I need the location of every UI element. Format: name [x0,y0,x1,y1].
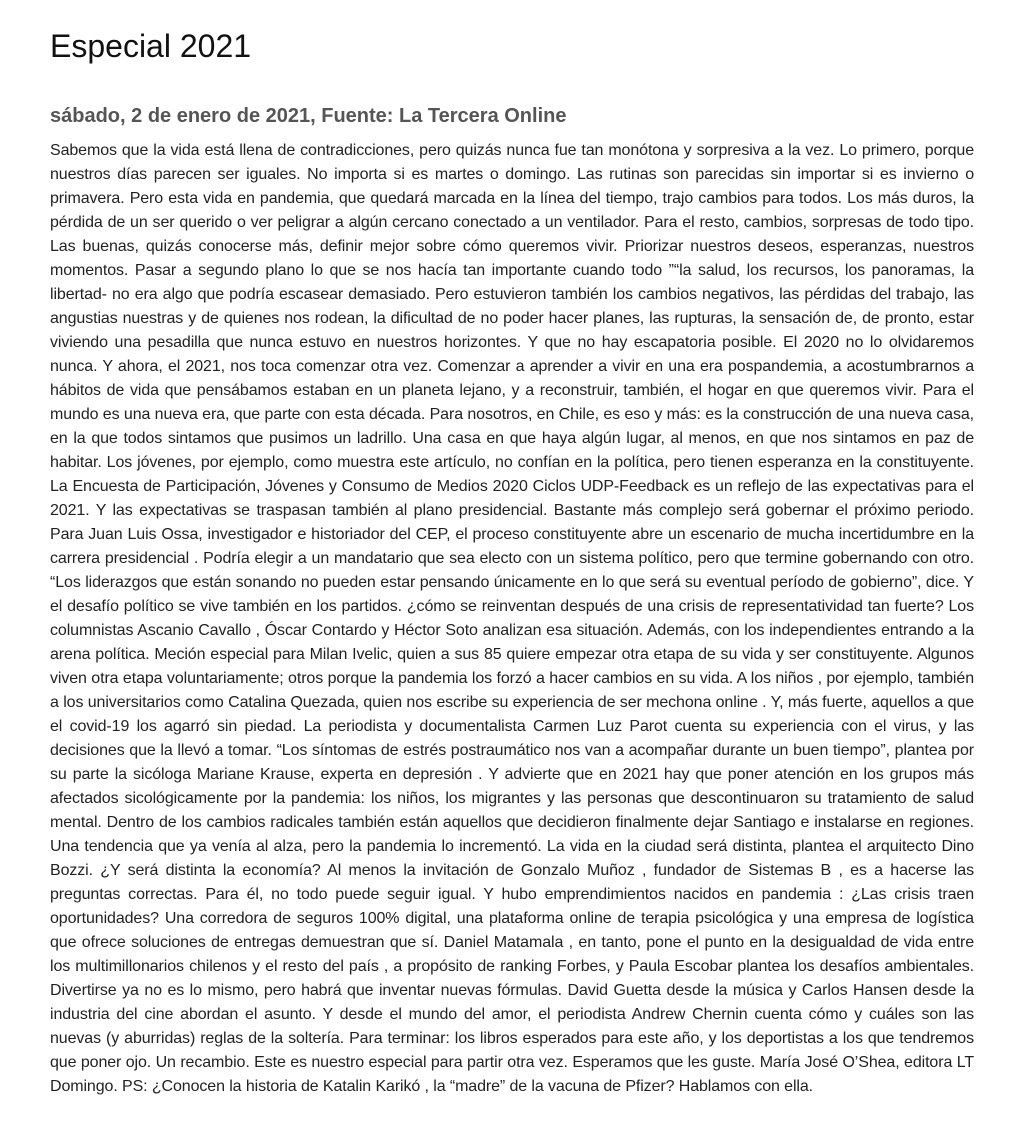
article-body: Sabemos que la vida está llena de contradicciones, pero quizás nunca fue tan monótona y sorpresiva a la vez. Lo primero, porque nuestros días parecen ser iguales. No importa si es martes o domingo. Las rutinas son parecidas sin importar si es invierno o primavera. Pero esta vida en pandemia, que quedará marcada en la línea del tiempo, trajo cambios para todos. Los más duros, la pérdida de un ser querido o ver peligrar a algún cercano conectado a un ventilador. Para el resto, cambios, sorpresas de todo tipo. Las buenas, quizás conocerse más, definir mejor sobre cómo queremos vivir. Priorizar nuestros deseos, esperanzas, nuestros momentos. Pasar a segundo plano lo que se nos hacía tan importante cuando todo ”“la salud, los recursos, los panoramas, la libertad- no era algo que podría escasear demasiado. Pero estuvieron también los cambios negativos, las pérdidas del trabajo, las angustias nuestras y de quienes nos rodean, la dificultad de no poder hacer planes, las rupturas, la sensación de, de pronto, estar viviendo una pesadilla que nunca estuvo en nuestros horizontes. Y que no hay escapatoria posible. El 2020 no lo olvidaremos nunca. Y ahora, el 2021, nos toca comenzar otra vez. Comenzar a aprender a vivir en una era pospandemia, a acostumbrarnos a hábitos de vida que pensábamos estaban en un planeta lejano, y a reconstruir, también, el hogar en que queremos vivir. Para el mundo es una nueva era, que parte con esta década. Para nosotros, en Chile, es eso y más: es la construcción de una nueva casa, en la que todos sintamos que pusimos un ladrillo. Una casa en que haya algún lugar, al menos, en que nos sintamos en paz de habitar. Los jóvenes, por ejemplo, como muestra este artículo, no confían en la política, pero tienen esperanza en la constituyente. La Encuesta de Participación, Jóvenes y Consumo de Medios 2020 Ciclos UDP-Feedback es un reflejo de las expectativas para el 2021. Y las expectativas se traspasan también al plano presidencial. Bastante más complejo será gobernar el próximo periodo. Para Juan Luis Ossa, investigador e historiador del CEP, el proceso constituyente abre un escenario de mucha incertidumbre en la carrera presidencial . Podría elegir a un mandatario que sea electo con un sistema político, pero que termine gobernando con otro. “Los liderazgos que están sonando no pueden estar pensando únicamente en lo que será su eventual período de gobierno”, dice. Y el desafío político se vive también en los partidos. ¿cómo se reinventan después de una crisis de representatividad tan fuerte? Los columnistas Ascanio Cavallo , Óscar Contardo y Héctor Soto analizan esa situación. Además, con los independientes entrando a la arena política. Meción especial para Milan Ivelic, quien a sus 85 quiere empezar otra etapa de su vida y ser constituyente. Algunos viven otra etapa voluntariamente; otros porque la pandemia los forzó a hacer cambios en su vida. A los niños , por ejemplo, también a los universitarios como Catalina Quezada, quien nos escribe su experiencia de ser mechona online . Y, más fuerte, aquellos a que el covid-19 los agarró sin piedad. La periodista y documentalista Carmen Luz Parot cuenta su experiencia con el virus, y las decisiones que la llevó a tomar. “Los síntomas de estrés postraumático nos van a acompañar durante un buen tiempo”, plantea por su parte la sicóloga Mariane Krause, experta en depresión . Y advierte que en 2021 hay que poner atención en los grupos más afectados sicológicamente por la pandemia: los niños, los migrantes y las personas que descontinuaron su tratamiento de salud mental. Dentro de los cambios radicales también están aquellos que decidieron finalmente dejar Santiago e instalarse en regiones. Una tendencia que ya venía al alza, pero la pandemia lo incrementó. La vida en la ciudad será distinta, plantea el arquitecto Dino Bozzi. ¿Y será distinta la economía? Al menos la invitación de Gonzalo Muñoz , fundador de Sistemas B , es a hacerse las preguntas correctas. Para él, no todo puede seguir igual. Y hubo emprendimientos nacidos en pandemia : ¿Las crisis traen oportunidades? Una corredora de seguros 100% digital, una plataforma online de terapia psicológica y una empresa de logística que ofrece soluciones de entregas demuestran que sí. Daniel Matamala , en tanto, pone el punto en la desigualdad de vida entre los multimillonarios chilenos y el resto del país , a propósito de ranking Forbes, y Paula Escobar plantea los desafíos ambientales. Divertirse ya no es lo mismo, pero habrá que inventar nuevas fórmulas. David Guetta desde la música y Carlos Hansen desde la industria del cine abordan el asunto. Y desde el mundo del amor, el periodista Andrew Chernin cuenta cómo y cuáles son las nuevas (y aburridas) reglas de la soltería. Para terminar: los libros esperados para este año, y los deportistas a los que tendremos que poner ojo. Un recambio. Este es nuestro especial para partir otra vez. Esperamos que les guste. María José O’Shea, editora LT Domingo. PS: ¿Conocen la historia de Katalin Karikó , la “madre” de la vacuna de Pfizer? Hablamos con ella. [50,142,974,1095]
article-title: Especial 2021 [50,28,252,64]
article-dateline: sábado, 2 de enero de 2021, Fuente: La Tercera Online [50,105,567,127]
